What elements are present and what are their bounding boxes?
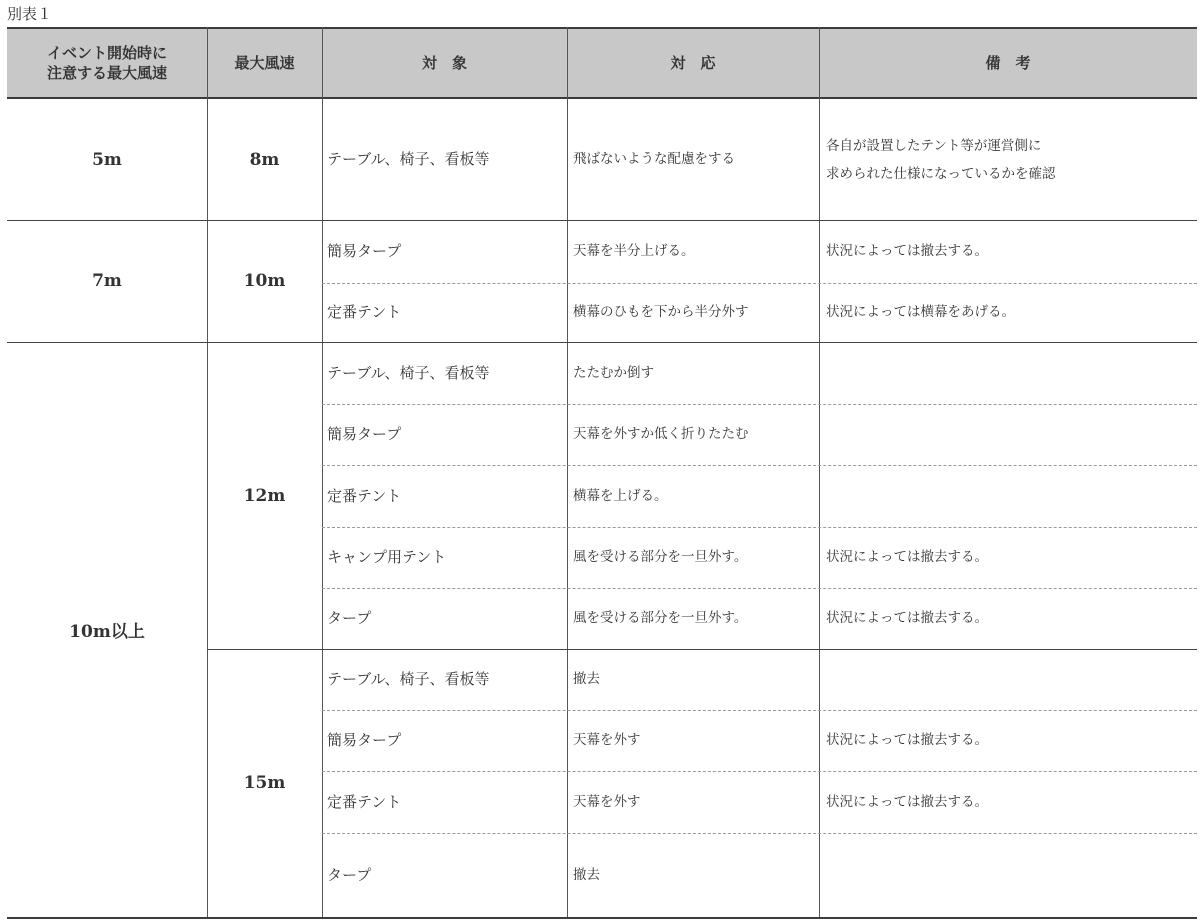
header-max-wind: 最大風速 — [234, 54, 295, 72]
response-cell: たたむか倒す — [573, 364, 654, 381]
response-cell: 風を受ける部分を一旦外す。 — [573, 610, 748, 626]
remarks-cell — [820, 465, 1196, 527]
response-cell: 横幕を上げる。 — [573, 487, 668, 504]
header-response: 対 応 — [670, 54, 716, 72]
header-start-wind: イベント開始時に 注意する最大風速 — [46, 44, 167, 82]
remarks-cell — [820, 649, 1196, 710]
target-cell: タープ — [327, 609, 372, 627]
target-cell: テーブル、椅子、看板等 — [327, 363, 490, 382]
remarks-cell — [820, 833, 1196, 917]
target-cell: 簡易タープ — [327, 425, 402, 443]
start-wind-cell: 7m — [92, 271, 122, 291]
remarks-cell: 状況によっては撤去する。 — [826, 793, 988, 810]
remarks-cell: 各自が設置したテント等が運営側に 求められた仕様になっているかを確認 — [826, 137, 1056, 182]
max-wind-cell: 8m — [249, 149, 280, 170]
target-cell: 定番テント — [327, 303, 402, 321]
remarks-cell: 状況によっては撤去する。 — [826, 549, 988, 565]
table-header — [7, 27, 1197, 99]
max-wind-cell: 15m — [243, 773, 286, 793]
response-cell: 撤去 — [573, 866, 600, 883]
max-wind-cell: 10m — [243, 271, 286, 291]
target-cell: テーブル、椅子、看板等 — [327, 150, 490, 168]
response-cell: 風を受ける部分を一旦外す。 — [573, 549, 748, 565]
target-cell: キャンプ用テント — [327, 548, 447, 566]
target-cell: 定番テント — [327, 792, 402, 811]
response-cell: 天幕を外す — [573, 732, 641, 748]
start-wind-cell: 10m以上 — [69, 622, 145, 642]
remarks-cell: 状況によっては撤去する。 — [826, 610, 988, 626]
remarks-cell — [820, 404, 1196, 465]
table-caption: 別表１ — [7, 5, 53, 23]
response-cell: 天幕を外す — [573, 793, 641, 810]
remarks-cell: 状況によっては横幕をあげる。 — [826, 304, 1015, 320]
response-cell: 天幕を半分上げる。 — [573, 243, 695, 259]
target-cell: 定番テント — [327, 486, 402, 505]
remarks-cell — [820, 342, 1196, 404]
response-cell: 横幕のひもを下から半分外す — [573, 304, 749, 320]
target-cell: 簡易タープ — [327, 731, 402, 749]
target-cell: 簡易タープ — [327, 242, 402, 260]
max-wind-cell: 12m — [243, 485, 286, 506]
table-bottom-rule — [7, 917, 1197, 919]
response-cell: 天幕を外すか低く折りたたむ — [573, 426, 749, 442]
response-cell: 飛ばないような配慮をする — [573, 151, 735, 167]
remarks-cell: 状況によっては撤去する。 — [826, 243, 988, 259]
remarks-cell: 状況によっては撤去する。 — [826, 732, 988, 748]
start-wind-cell: 5m — [92, 149, 122, 170]
wind-response-table — [7, 27, 1197, 919]
header-target: 対 象 — [421, 54, 467, 72]
response-cell: 撤去 — [573, 671, 600, 687]
header-remarks: 備 考 — [985, 54, 1031, 72]
target-cell: テーブル、椅子、看板等 — [327, 670, 490, 688]
target-cell: タープ — [327, 865, 372, 884]
